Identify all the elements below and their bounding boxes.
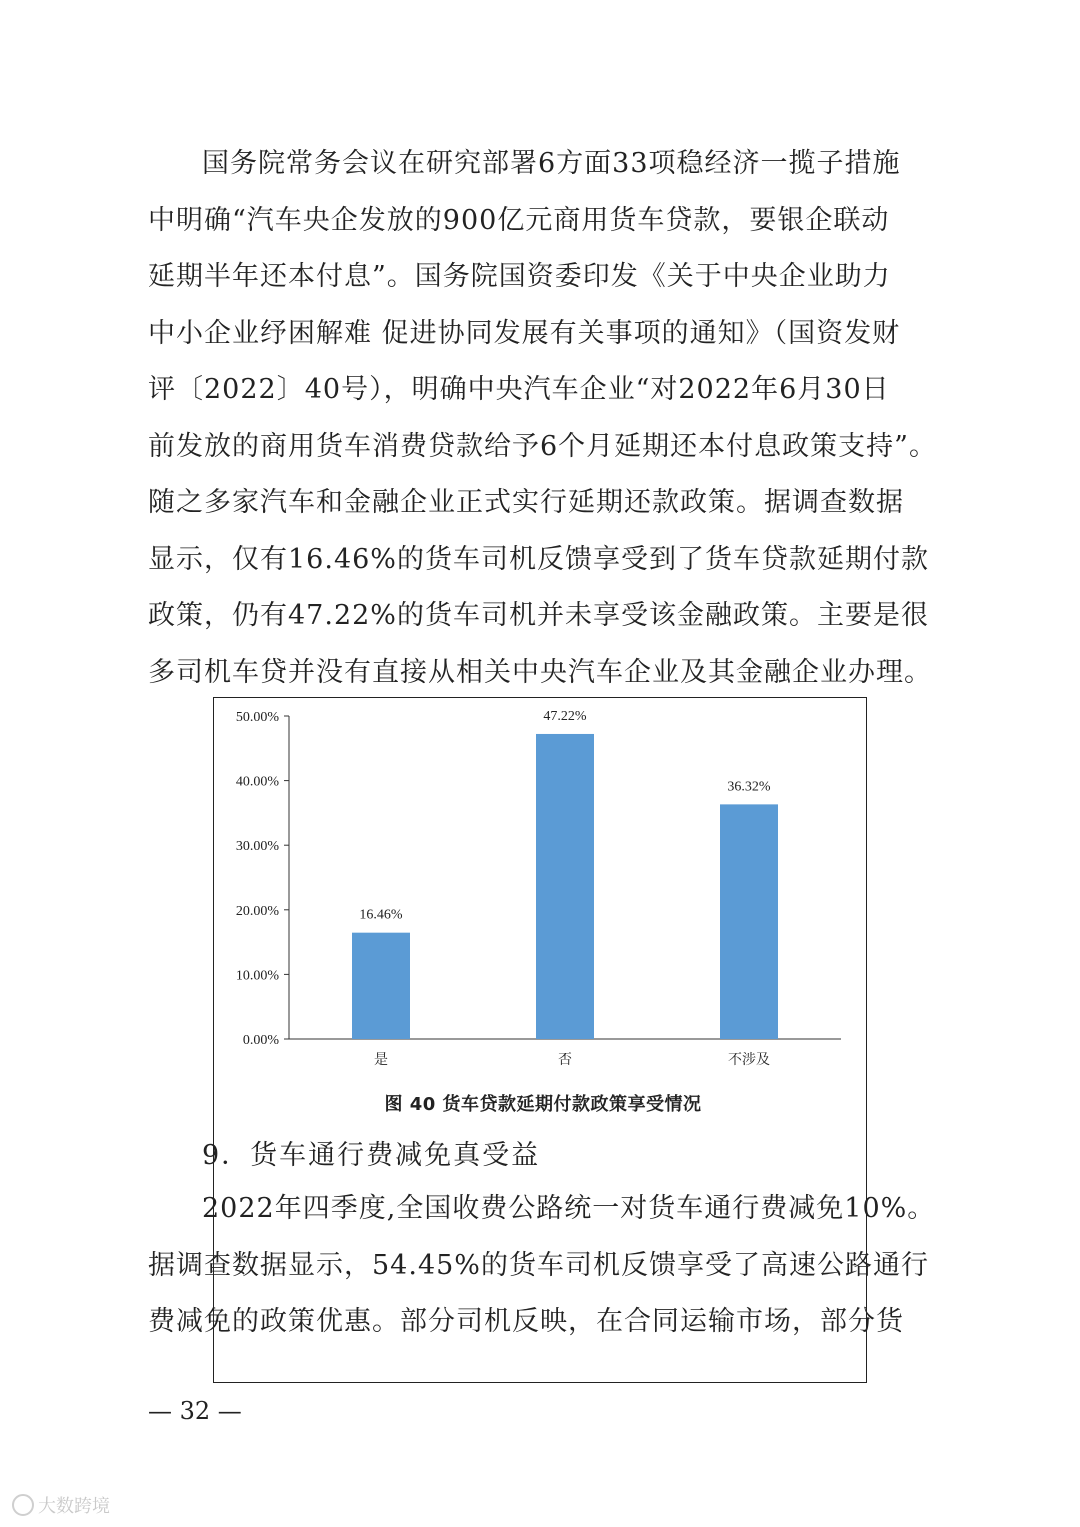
bar xyxy=(536,734,594,1039)
page-number: — 32 — xyxy=(148,1397,242,1425)
y-tick-label: 50.00% xyxy=(235,710,279,725)
paragraph-line: 多司机车贷并没有直接从相关中央汽车企业及其金融企业办理。 xyxy=(148,656,932,688)
paragraph-line: 国务院常务会议在研究部署6方面33项稳经济一揽子措施 xyxy=(202,148,901,179)
y-tick-label: 20.00% xyxy=(235,903,279,919)
paragraph-line: 2022年四季度,全国收费公路统一对货车通行费减免10%。 xyxy=(202,1193,936,1224)
data-label: 47.22% xyxy=(543,708,587,724)
paragraph-line: 据调查数据显示，54.45%的货车司机反馈享受了高速公路通行 xyxy=(148,1249,929,1281)
y-tick-label: 0.00% xyxy=(242,1033,279,1048)
paragraph-line: 评〔2022〕40号），明确中央汽车企业“对2022年6月30日 xyxy=(148,374,890,405)
watermark-logo-icon xyxy=(12,1494,34,1516)
paragraph-line: 前发放的商用货车消费贷款给予6个月延期还本付息政策支持”。 xyxy=(148,430,937,462)
paragraph-line: 延期半年还本付息”。国务院国资委印发《关于中央企业助力 xyxy=(148,261,891,292)
y-tick-label: 30.00% xyxy=(235,839,279,855)
paragraph-2 xyxy=(148,1181,938,1351)
y-tick-label: 40.00% xyxy=(235,774,279,790)
paragraph-line: 政策，仍有47.22%的货车司机并未享受该金融政策。主要是很 xyxy=(148,600,929,631)
paragraph-line: 显示，仅有16.46%的货车司机反馈享受到了货车贷款延期付款 xyxy=(148,543,929,575)
paragraph-line: 随之多家汽车和金融企业正式实行延期还款政策。据调查数据 xyxy=(148,487,904,518)
y-tick-label: 10.00% xyxy=(235,968,279,984)
data-label: 36.32% xyxy=(727,779,771,795)
bar xyxy=(720,804,778,1039)
figure-caption: 图 40 货车贷款延期付款政策享受情况 xyxy=(384,1094,702,1115)
bar xyxy=(352,933,410,1039)
paragraph-line: 中小企业纾困解难 促进协同发展有关事项的通知》（国资发财 xyxy=(148,317,901,349)
x-tick-label: 不涉及 xyxy=(728,1052,770,1068)
watermark xyxy=(12,1492,110,1518)
paragraph-line: 中明确“汽车央企发放的900亿元商用货车贷款，要银企联动 xyxy=(148,204,890,236)
x-tick-label: 是 xyxy=(374,1052,388,1068)
paragraph-line: 费减免的政策优惠。部分司机反映，在合同运输市场，部分货 xyxy=(148,1306,904,1337)
data-label: 16.46% xyxy=(359,907,403,923)
x-tick-label: 否 xyxy=(558,1052,572,1068)
watermark-text: 大数跨境 xyxy=(38,1496,110,1517)
paragraph-1 xyxy=(148,136,938,701)
section-heading: 9．货车通行费减免真受益 xyxy=(202,1140,541,1171)
